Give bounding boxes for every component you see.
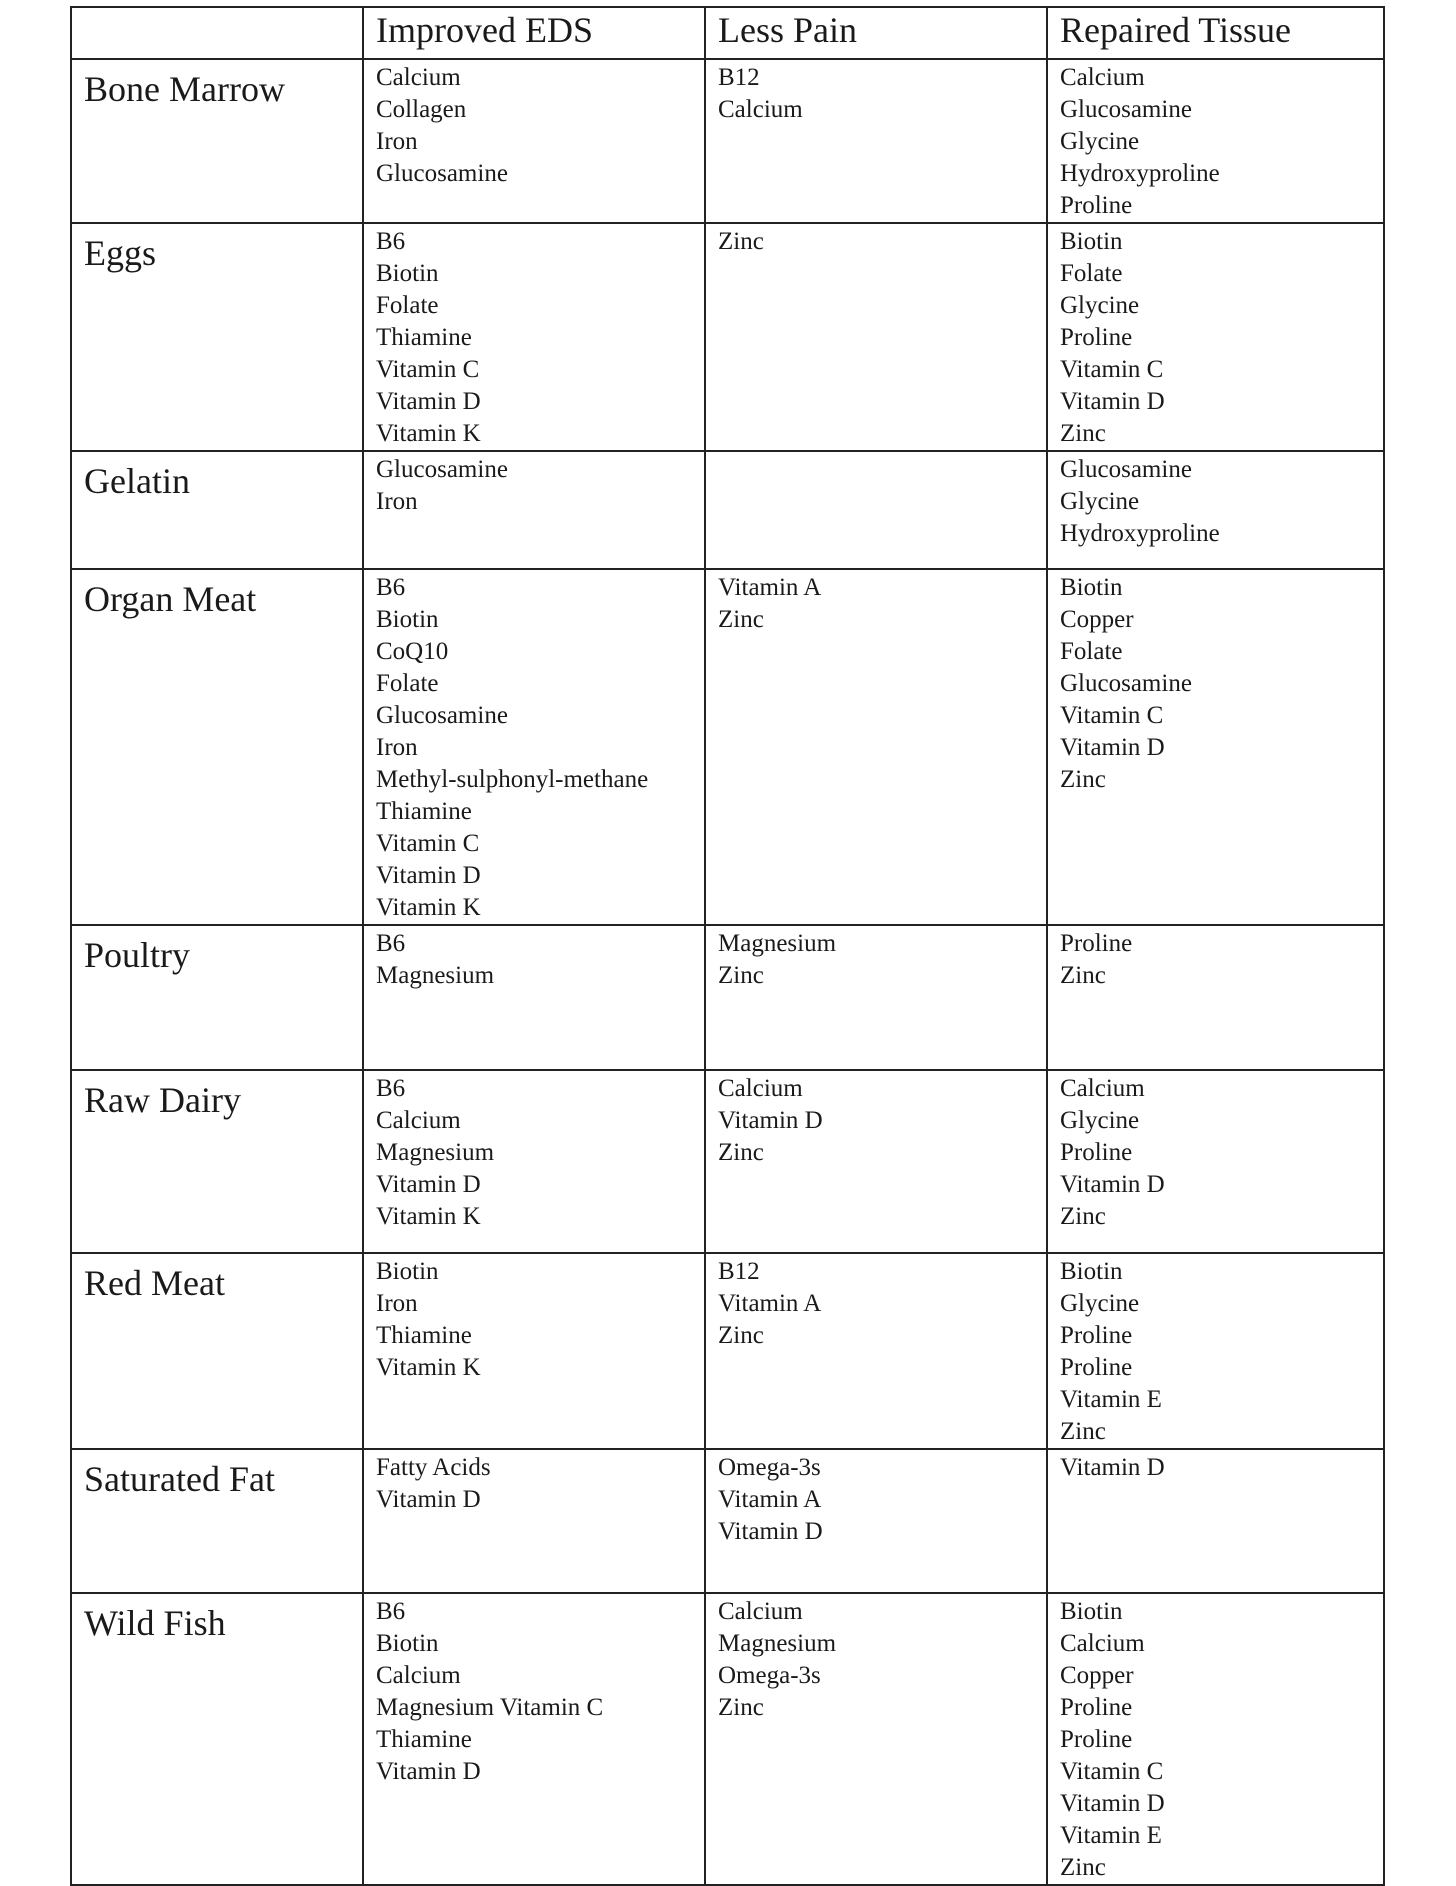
nutrient-item: Zinc [1060,1854,1106,1881]
table-row [71,223,1384,451]
less-pain-cell [705,569,1047,925]
nutrient-item: Glucosamine [376,456,508,483]
improved-eds-cell [363,59,705,223]
nutrient-item: Magnesium [376,1139,495,1166]
nutrient-item: Thiamine [376,1726,472,1753]
nutrient-item: Glucosamine [1060,96,1192,123]
improved-eds-cell [363,1449,705,1593]
table-row [71,569,1384,925]
nutrient-item: Zinc [718,606,764,633]
nutrient-item: Proline [1060,1726,1133,1753]
nutrient-item: Biotin [376,606,439,633]
repaired-tissue-cell [1047,451,1384,569]
nutrient-item: Vitamin C [1060,356,1164,383]
nutrient-item: Zinc [718,1694,764,1721]
nutrient-item: Glucosamine [1060,456,1192,483]
table-row [71,1449,1384,1593]
food-name: Red Meat [71,1253,363,1449]
nutrient-item: Calcium [718,96,803,123]
nutrient-item: Vitamin E [1060,1822,1162,1849]
nutrient-item: Fatty Acids [376,1454,491,1481]
less-pain-cell [705,1593,1047,1885]
nutrient-item: Vitamin E [1060,1386,1162,1413]
nutrient-item: Vitamin D [718,1107,823,1134]
nutrient-item: Omega-3s [718,1454,821,1481]
table-row [71,1253,1384,1449]
nutrient-item: Iron [376,1290,418,1317]
header-corner [71,7,363,59]
nutrient-item: Calcium [1060,1630,1145,1657]
nutrient-item: Vitamin D [1060,1454,1165,1481]
repaired-tissue-cell [1047,223,1384,451]
nutrient-item: Folate [376,670,439,697]
improved-eds-cell [363,925,705,1070]
nutrient-item: Vitamin K [376,894,481,921]
nutrient-item: Vitamin D [376,1486,481,1513]
nutrient-item: Glucosamine [1060,670,1192,697]
nutrient-item: Proline [1060,192,1133,219]
nutrient-item: Zinc [1060,420,1106,447]
nutrient-item: Omega-3s [718,1662,821,1689]
nutrient-item: Magnesium [718,1630,837,1657]
header-improved-eds: Improved EDS [363,7,705,59]
nutrient-item: Zinc [1060,766,1106,793]
nutrient-item: Proline [1060,324,1133,351]
nutrient-item: Proline [1060,1694,1133,1721]
table-body [71,59,1384,1885]
nutrient-item: B6 [376,930,406,957]
nutrient-item: CoQ10 [376,638,449,665]
nutrient-item: B6 [376,1075,406,1102]
improved-eds-cell [363,223,705,451]
table-row [71,451,1384,569]
nutrient-item: Magnesium [718,930,837,957]
nutrient-item: B12 [718,64,760,91]
nutrient-item: Zinc [1060,1203,1106,1230]
nutrient-item: Calcium [376,1107,461,1134]
less-pain-cell [705,223,1047,451]
improved-eds-cell [363,1070,705,1253]
nutrient-item: B6 [376,574,406,601]
nutrient-item: Biotin [1060,1598,1123,1625]
nutrient-item: Copper [1060,606,1134,633]
food-name: Bone Marrow [71,59,363,223]
nutrient-item: Glycine [1060,1290,1140,1317]
table-row [71,1593,1384,1885]
nutrient-item: Vitamin D [718,1518,823,1545]
less-pain-cell [705,1449,1047,1593]
nutrient-item: Zinc [718,1322,764,1349]
nutrient-item: Folate [1060,260,1123,287]
nutrient-item: Vitamin D [376,862,481,889]
nutrient-item: Hydroxyproline [1060,160,1220,187]
nutrient-item: Vitamin D [1060,1790,1165,1817]
food-name: Gelatin [71,451,363,569]
nutrient-item: Glycine [1060,292,1140,319]
nutrient-item: Vitamin D [376,1758,481,1785]
nutrient-item: Vitamin K [376,1203,481,1230]
nutrient-item: Vitamin A [718,574,822,601]
nutrient-item: Zinc [1060,962,1106,989]
less-pain-cell [705,925,1047,1070]
food-name: Raw Dairy [71,1070,363,1253]
nutrient-item: Biotin [1060,228,1123,255]
less-pain-cell [705,1070,1047,1253]
nutrient-item: B12 [718,1258,760,1285]
improved-eds-cell [363,1593,705,1885]
nutrient-item: Collagen [376,96,467,123]
nutrient-item: Hydroxyproline [1060,520,1220,547]
nutrient-item: Zinc [718,228,764,255]
nutrient-item: Methyl-sulphonyl-methane [376,766,649,793]
nutrient-item: Calcium [376,64,461,91]
nutrient-item: Vitamin C [1060,702,1164,729]
repaired-tissue-cell [1047,1593,1384,1885]
nutrient-item: Vitamin K [376,420,481,447]
nutrient-item: Thiamine [376,324,472,351]
nutrient-item: Biotin [376,1258,439,1285]
food-name: Poultry [71,925,363,1070]
nutrient-item: Vitamin C [1060,1758,1164,1785]
nutrient-item: Calcium [1060,1075,1145,1102]
nutrient-item: Proline [1060,1354,1133,1381]
food-name: Eggs [71,223,363,451]
nutrient-item: Biotin [1060,1258,1123,1285]
nutrient-item: Calcium [1060,64,1145,91]
repaired-tissue-cell [1047,1070,1384,1253]
nutrient-item: Folate [376,292,439,319]
nutrient-item: Vitamin K [376,1354,481,1381]
repaired-tissue-cell [1047,569,1384,925]
nutrient-item: Calcium [718,1598,803,1625]
improved-eds-cell [363,1253,705,1449]
nutrient-item: Iron [376,488,418,515]
repaired-tissue-cell [1047,925,1384,1070]
header-less-pain: Less Pain [705,7,1047,59]
nutrient-item: Biotin [1060,574,1123,601]
nutrient-item: Vitamin C [376,830,480,857]
improved-eds-cell [363,451,705,569]
nutrient-item: Zinc [1060,1418,1106,1445]
nutrient-item: Calcium [718,1075,803,1102]
nutrient-item: Glycine [1060,128,1140,155]
nutrient-item: Vitamin C [376,356,480,383]
less-pain-cell [705,451,1047,569]
nutrient-item: Thiamine [376,1322,472,1349]
nutrient-item: Vitamin D [376,1171,481,1198]
food-name: Wild Fish [71,1593,363,1885]
nutrient-item: Folate [1060,638,1123,665]
nutrient-item: Proline [1060,1322,1133,1349]
nutrient-item: Biotin [376,260,439,287]
nutrient-item: Magnesium Vitamin C [376,1694,604,1721]
table-row [71,1070,1384,1253]
nutrient-item: Proline [1060,930,1133,957]
nutrient-item: Zinc [718,962,764,989]
nutrient-item: Glycine [1060,488,1140,515]
nutrient-item: Thiamine [376,798,472,825]
nutrient-item: Biotin [376,1630,439,1657]
improved-eds-cell [363,569,705,925]
nutrient-item: Vitamin D [1060,734,1165,761]
nutrient-item: Copper [1060,1662,1134,1689]
nutrient-item: Vitamin D [1060,388,1165,415]
nutrient-item: Vitamin A [718,1486,822,1513]
nutrient-item: Vitamin D [1060,1171,1165,1198]
nutrient-item: Iron [376,734,418,761]
table-row [71,925,1384,1070]
nutrient-item: Proline [1060,1139,1133,1166]
table-row [71,59,1384,223]
header-repaired-tissue: Repaired Tissue [1047,7,1384,59]
repaired-tissue-cell [1047,1253,1384,1449]
nutrient-item: Vitamin D [376,388,481,415]
nutrient-item: Magnesium [376,962,495,989]
nutrient-item: Glucosamine [376,702,508,729]
repaired-tissue-cell [1047,59,1384,223]
less-pain-cell [705,1253,1047,1449]
nutrient-item: Iron [376,128,418,155]
repaired-tissue-cell [1047,1449,1384,1593]
food-name: Organ Meat [71,569,363,925]
nutrient-item: Vitamin A [718,1290,822,1317]
nutrient-item: Calcium [376,1662,461,1689]
nutrient-item: B6 [376,1598,406,1625]
header-row [71,7,1384,59]
nutrient-item: B6 [376,228,406,255]
nutrient-table [70,6,1385,1886]
nutrient-item: Glycine [1060,1107,1140,1134]
nutrient-item: Zinc [718,1139,764,1166]
less-pain-cell [705,59,1047,223]
food-name: Saturated Fat [71,1449,363,1593]
nutrient-item: Glucosamine [376,160,508,187]
